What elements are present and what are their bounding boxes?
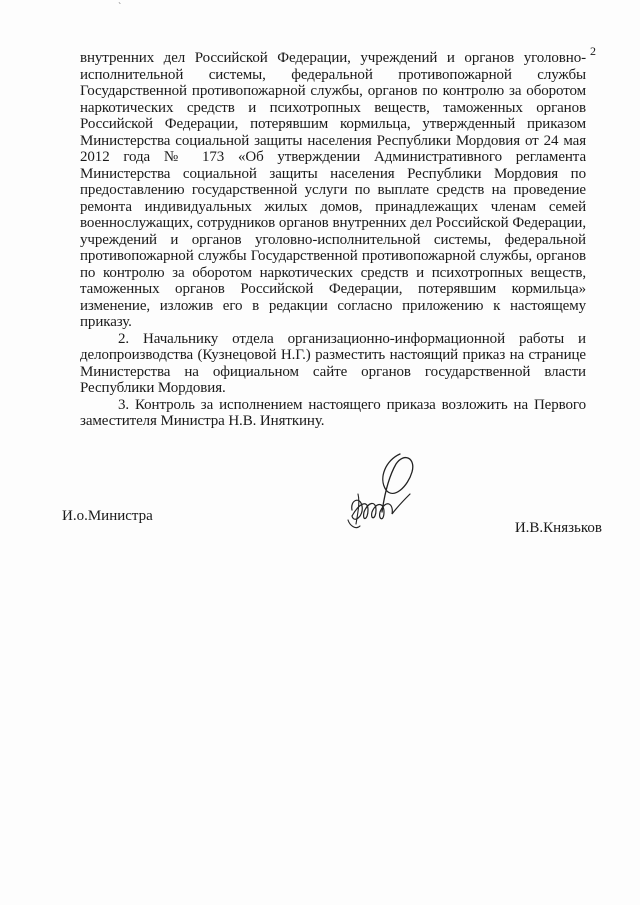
- paragraph-2: 2. Начальнику отдела организационно-информационной работы и делопроизводства (Кузнецовой Н.Г.) разместить настоящий приказ на странице Министерства на официальном сайте органов государственной власти Республики Мордовия.: [80, 330, 586, 396]
- signatory-title: И.о.Министра: [62, 508, 153, 524]
- signature-block: [62, 505, 602, 545]
- signatory-name: И.В.Князьков: [514, 520, 602, 536]
- paragraph-1: внутренних дел Российской Федерации, учреждений и органов уголовно-исполнительной системы, федеральной противопожарной службы Государственной противопожарной службы, органов по контролю за оборотом наркотических средств и психотропных веществ, таможенных органов Российской Федерации, потерявшим кормильца, утвержденный приказом Министерства социальной защиты населения Республики Мордовия от 24 мая 2012 года № 173 «Об утверждении Административного регламента Министерства социальной защиты населения Республики Мордовия по предоставлению государственной услуги по выплате средств на проведение ремонта индивидуальных жилых домов, принадлежащих членам семей военнослужащих, сотрудников органов внутренних дел Российской Федерации, учреждений и органов уголовно-исполнительной системы, федеральной противопожарной службы Государственной противопожарной службы, органов по контролю за оборотом наркотических средств и психотропных веществ, таможенных органов Российской Федерации, потерявшим кормильца» изменение, изложив его в редакции согласно приложению к настоящему приказу.: [80, 50, 586, 330]
- document-body: [80, 50, 586, 430]
- corner-mark: `: [118, 2, 122, 13]
- paragraph-3: 3. Контроль за исполнением настоящего приказа возложить на Первого заместителя Министра Н.В. Иняткину.: [80, 396, 586, 429]
- page-number: 2: [590, 44, 596, 58]
